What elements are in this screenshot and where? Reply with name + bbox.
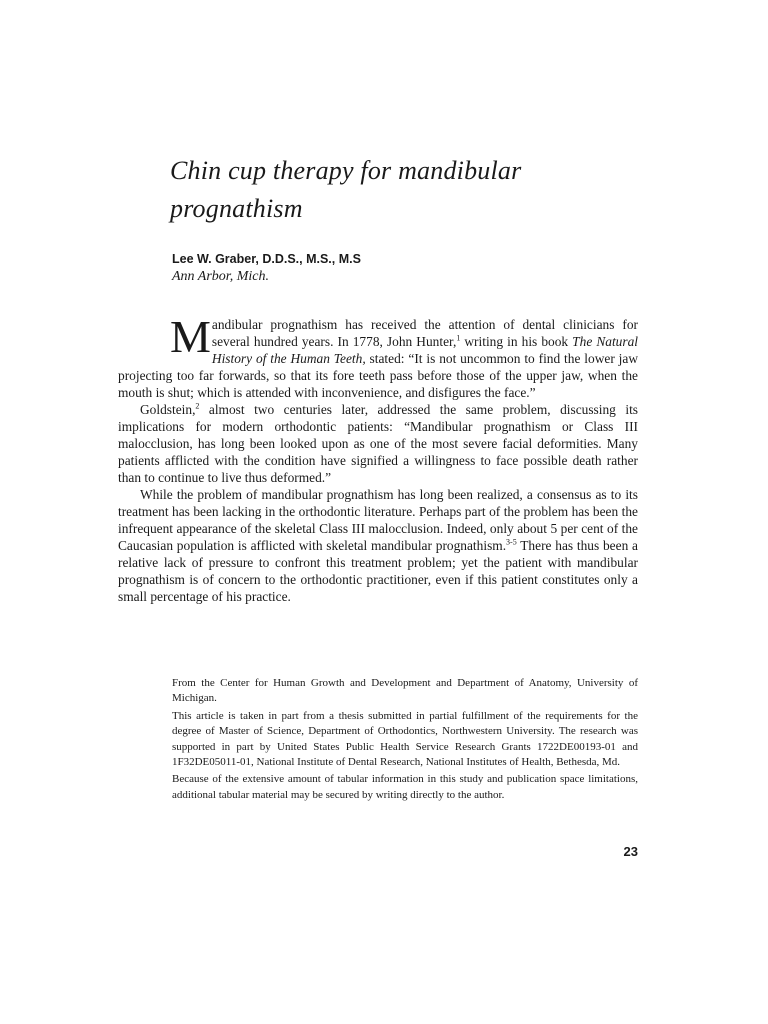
citation-3-5: 3-5: [506, 537, 517, 547]
drop-cap: M: [170, 311, 211, 362]
article-title: Chin cup therapy for mandibular prognathism: [170, 156, 522, 223]
book-title: The Natural History of the Human Teeth,: [211, 334, 638, 366]
paragraph-3-text-a: While the problem of mandibular prognathism has long been realized, a consensus as to its treatment has been lacking in the orthodontic literature. Perhaps part of the problem has been the infrequent appearance of the skeletal Class III malocclusion. Indeed, only about 5 per cent of the Caucasian population is afflicted with skeletal mandibular prognathism.: [118, 487, 638, 553]
paragraph-3: [118, 486, 638, 605]
footnote-tabular: Because of the extensive amount of tabular information in this study and publication space limitations, additional tabular material may be secured by writing directly to the author.: [172, 773, 638, 801]
author-name: Lee W. Graber, D.D.S., M.S., M.S: [172, 252, 361, 266]
paragraph-1-text-b: writing in his book: [460, 334, 573, 349]
paragraph-1: [118, 311, 638, 401]
page-number: 23: [623, 844, 638, 859]
paragraph-2-text-a: Goldstein,: [140, 402, 196, 417]
footnote-affiliation: From the Center for Human Growth and Development and Department of Anatomy, University of Michigan.: [172, 677, 638, 705]
paragraph-1-text-a: andibular prognathism has received the attention of dental clinicians for several hundred years. In 1778, John Hunter,: [211, 317, 638, 349]
author-affiliation: Ann Arbor, Mich.: [172, 269, 269, 284]
article-body: [118, 311, 638, 605]
footnotes: [172, 676, 638, 805]
citation-1: 1: [456, 333, 461, 343]
paragraph-3-text-b: There has thus been a relative lack of pressure to confront this treatment problem; yet the patient with mandibular prognathism is of concern to the orthodontic practitioner, even if this patient constitutes only a small percentage of his practice.: [118, 538, 638, 604]
paragraph-2: [118, 401, 638, 486]
footnote-thesis: This article is taken in part from a thesis submitted in partial fulfillment of the requirements for the degree of Master of Science, Department of Orthodontics, Northwestern University. The research was supported in part by United States Public Health Service Research Grants 1722DE00193-01 and 1F32DE05011-01, National Institute of Dental Research, National Institutes of Health, Bethesda, Md.: [172, 709, 638, 769]
paragraph-2-text-b: almost two centuries later, addressed the same problem, discussing its implications for modern orthodontic patients: “Mandibular prognathism or Class III malocclusion, has long been looked upon as one of the most severe facial deformities. Many patients afflicted with the condition have signified a willingness to face possible death rather than to continue to live thus deformed.”: [118, 402, 638, 485]
paragraph-1-text-c: stated: “It is not uncommon to find the lower jaw projecting too far forwards, so that its fore teeth pass before those of the upper jaw, when the mouth is shut; which is attended with inconvenience, and disfigures the face.”: [118, 351, 638, 400]
citation-2: 2: [195, 401, 200, 411]
